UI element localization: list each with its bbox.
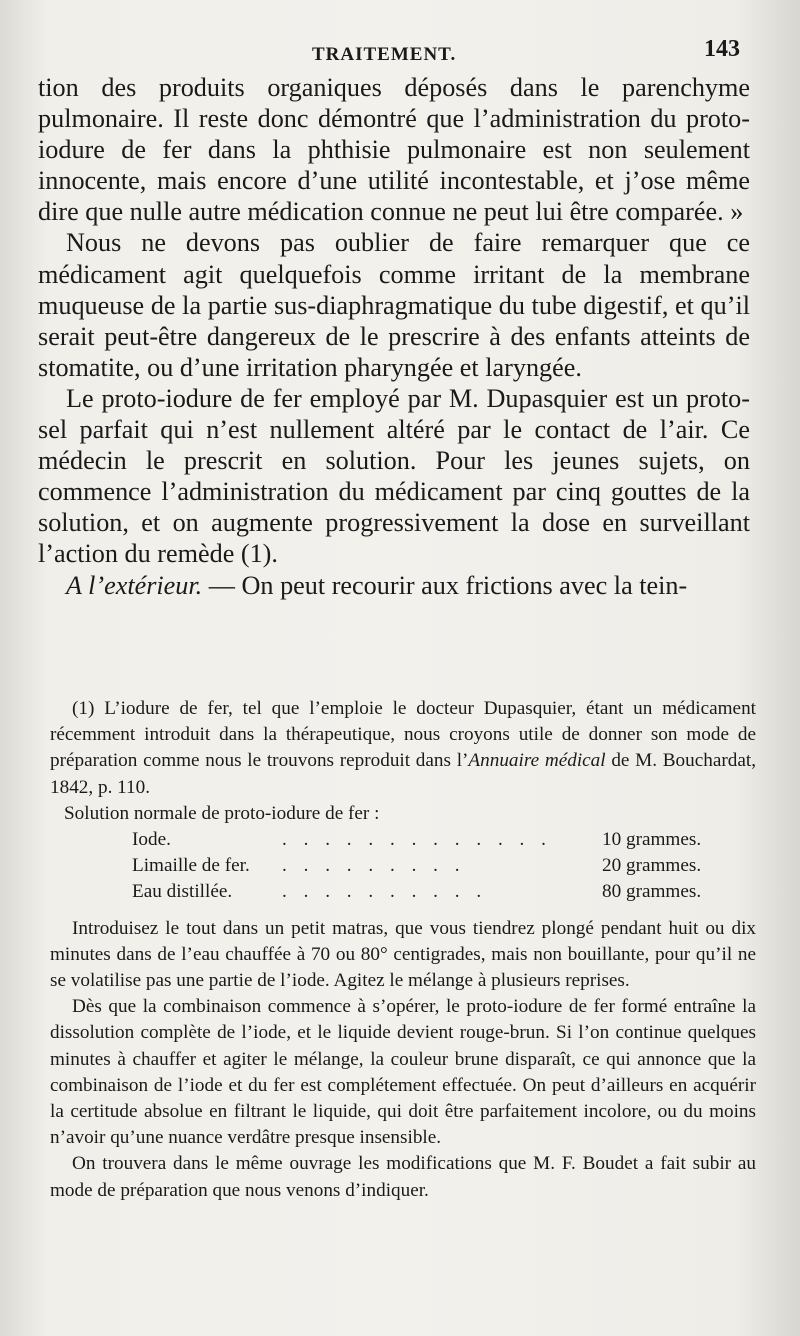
main-text <box>38 72 750 601</box>
paragraph-1: tion des produits organiques déposés dans le parenchyme pulmonaire. Il reste donc démontré que l’administration du proto-iodure de fer dans la phthisie pulmonaire est non seulement innocente, mais encore d’une utilité incontestable, et j’ose même dire que nulle autre médication connue ne peut lui être comparée. » <box>38 73 750 227</box>
recipe-row <box>132 853 718 879</box>
paragraph-4-text: — On peut recourir aux frictions avec la tein- <box>202 570 688 600</box>
spacer <box>50 906 756 916</box>
recipe <box>50 801 756 906</box>
page-header <box>0 36 800 66</box>
recipe-quantity: 20 grammes. <box>602 855 702 877</box>
paragraph-3: Le proto-iodure de fer employé par M. Dupasquier est un proto-sel parfait qui n’est nullement altéré par le contact de l’air. Ce médecin le prescrit en solution. Pour les jeunes sujets, on commence l’administration du médicament par cinq gouttes de la solution, et on augmente progressivement la dose en surveillant l’action du remède (1). <box>38 383 750 569</box>
footnote-1-text: (1) L’iodure de fer, tel que l’emploie le docteur Dupasquier, étant un médicament récemment introduit dans la thérapeutique, nous croyons utile de donner son mode de préparation comme nous le trouvons reproduit dans l’ <box>50 698 756 772</box>
recipe-row <box>132 827 718 853</box>
footnote-2: Introduisez le tout dans un petit matras, que vous tiendrez plongé pendant huit ou dix minutes dans de l’eau chauffée à 70 ou 80° centigrades, mais non bouillante, pour qu’il ne se volatilise pas une partie de l’iode. Agitez le mélange à plusieurs reprises. <box>50 917 756 991</box>
page-number: 143 <box>704 36 740 62</box>
footnote-1-title: Annuaire médical <box>468 750 606 772</box>
footnote-1-citation: de M. Bouchardat, 1842, p. 110. <box>50 750 756 798</box>
recipe-leader-dots: . . . . . . . . . . . . . <box>282 829 552 851</box>
recipe-leader-dots: . . . . . . . . . . <box>282 881 488 903</box>
recipe-ingredient: Eau distillée. <box>132 881 233 903</box>
footnote-4: On trouvera dans le même ouvrage les modifications que M. F. Boudet a fait subir au mode de préparation que nous venons d’indiquer. <box>50 1153 756 1201</box>
paragraph-2: Nous ne devons pas oublier de faire remarquer que ce médicament agit quelquefois comme irritant de la membrane muqueuse de la partie sus-diaphragmatique du tube digestif, et qu’il serait peut-être dangereux de le prescrire à des enfants atteints de stomatite, ou d’une irritation pharyngée et laryngée. <box>38 228 750 382</box>
footnote-1 <box>50 696 756 801</box>
footnote-3: Dès que la combinaison commence à s’opérer, le proto-iodure de fer formé entraîne la dissolution complète de l’iode, et le liquide devient rouge-brun. Si l’on continue quelques minutes à chauffer et agiter le mélange, la couleur brune disparaît, ce qui annonce que la combinaison de l’iode et du fer est complétement effectuée. On peut d’ailleurs en acquérir la certitude absolue en filtrant le liquide, qui doit être parfaitement incolore, ou du moins n’avoir qu’une nuance verdâtre presque insensible. <box>50 996 756 1149</box>
recipe-ingredient: Iode. <box>132 829 171 851</box>
footnote-block <box>50 696 756 1204</box>
recipe-quantity: 10 grammes. <box>602 829 702 851</box>
paragraph-4 <box>38 570 750 601</box>
recipe-row <box>132 879 718 905</box>
recipe-leader-dots: . . . . . . . . . <box>282 855 466 877</box>
recipe-quantity: 80 grammes. <box>602 881 702 903</box>
recipe-ingredient: Limaille de fer. <box>132 855 250 877</box>
recipe-title: Solution normale de proto-iodure de fer : <box>64 802 380 824</box>
section-heading-italic: A l’extérieur. <box>66 570 203 600</box>
running-head: TRAITEMENT. <box>312 44 457 65</box>
